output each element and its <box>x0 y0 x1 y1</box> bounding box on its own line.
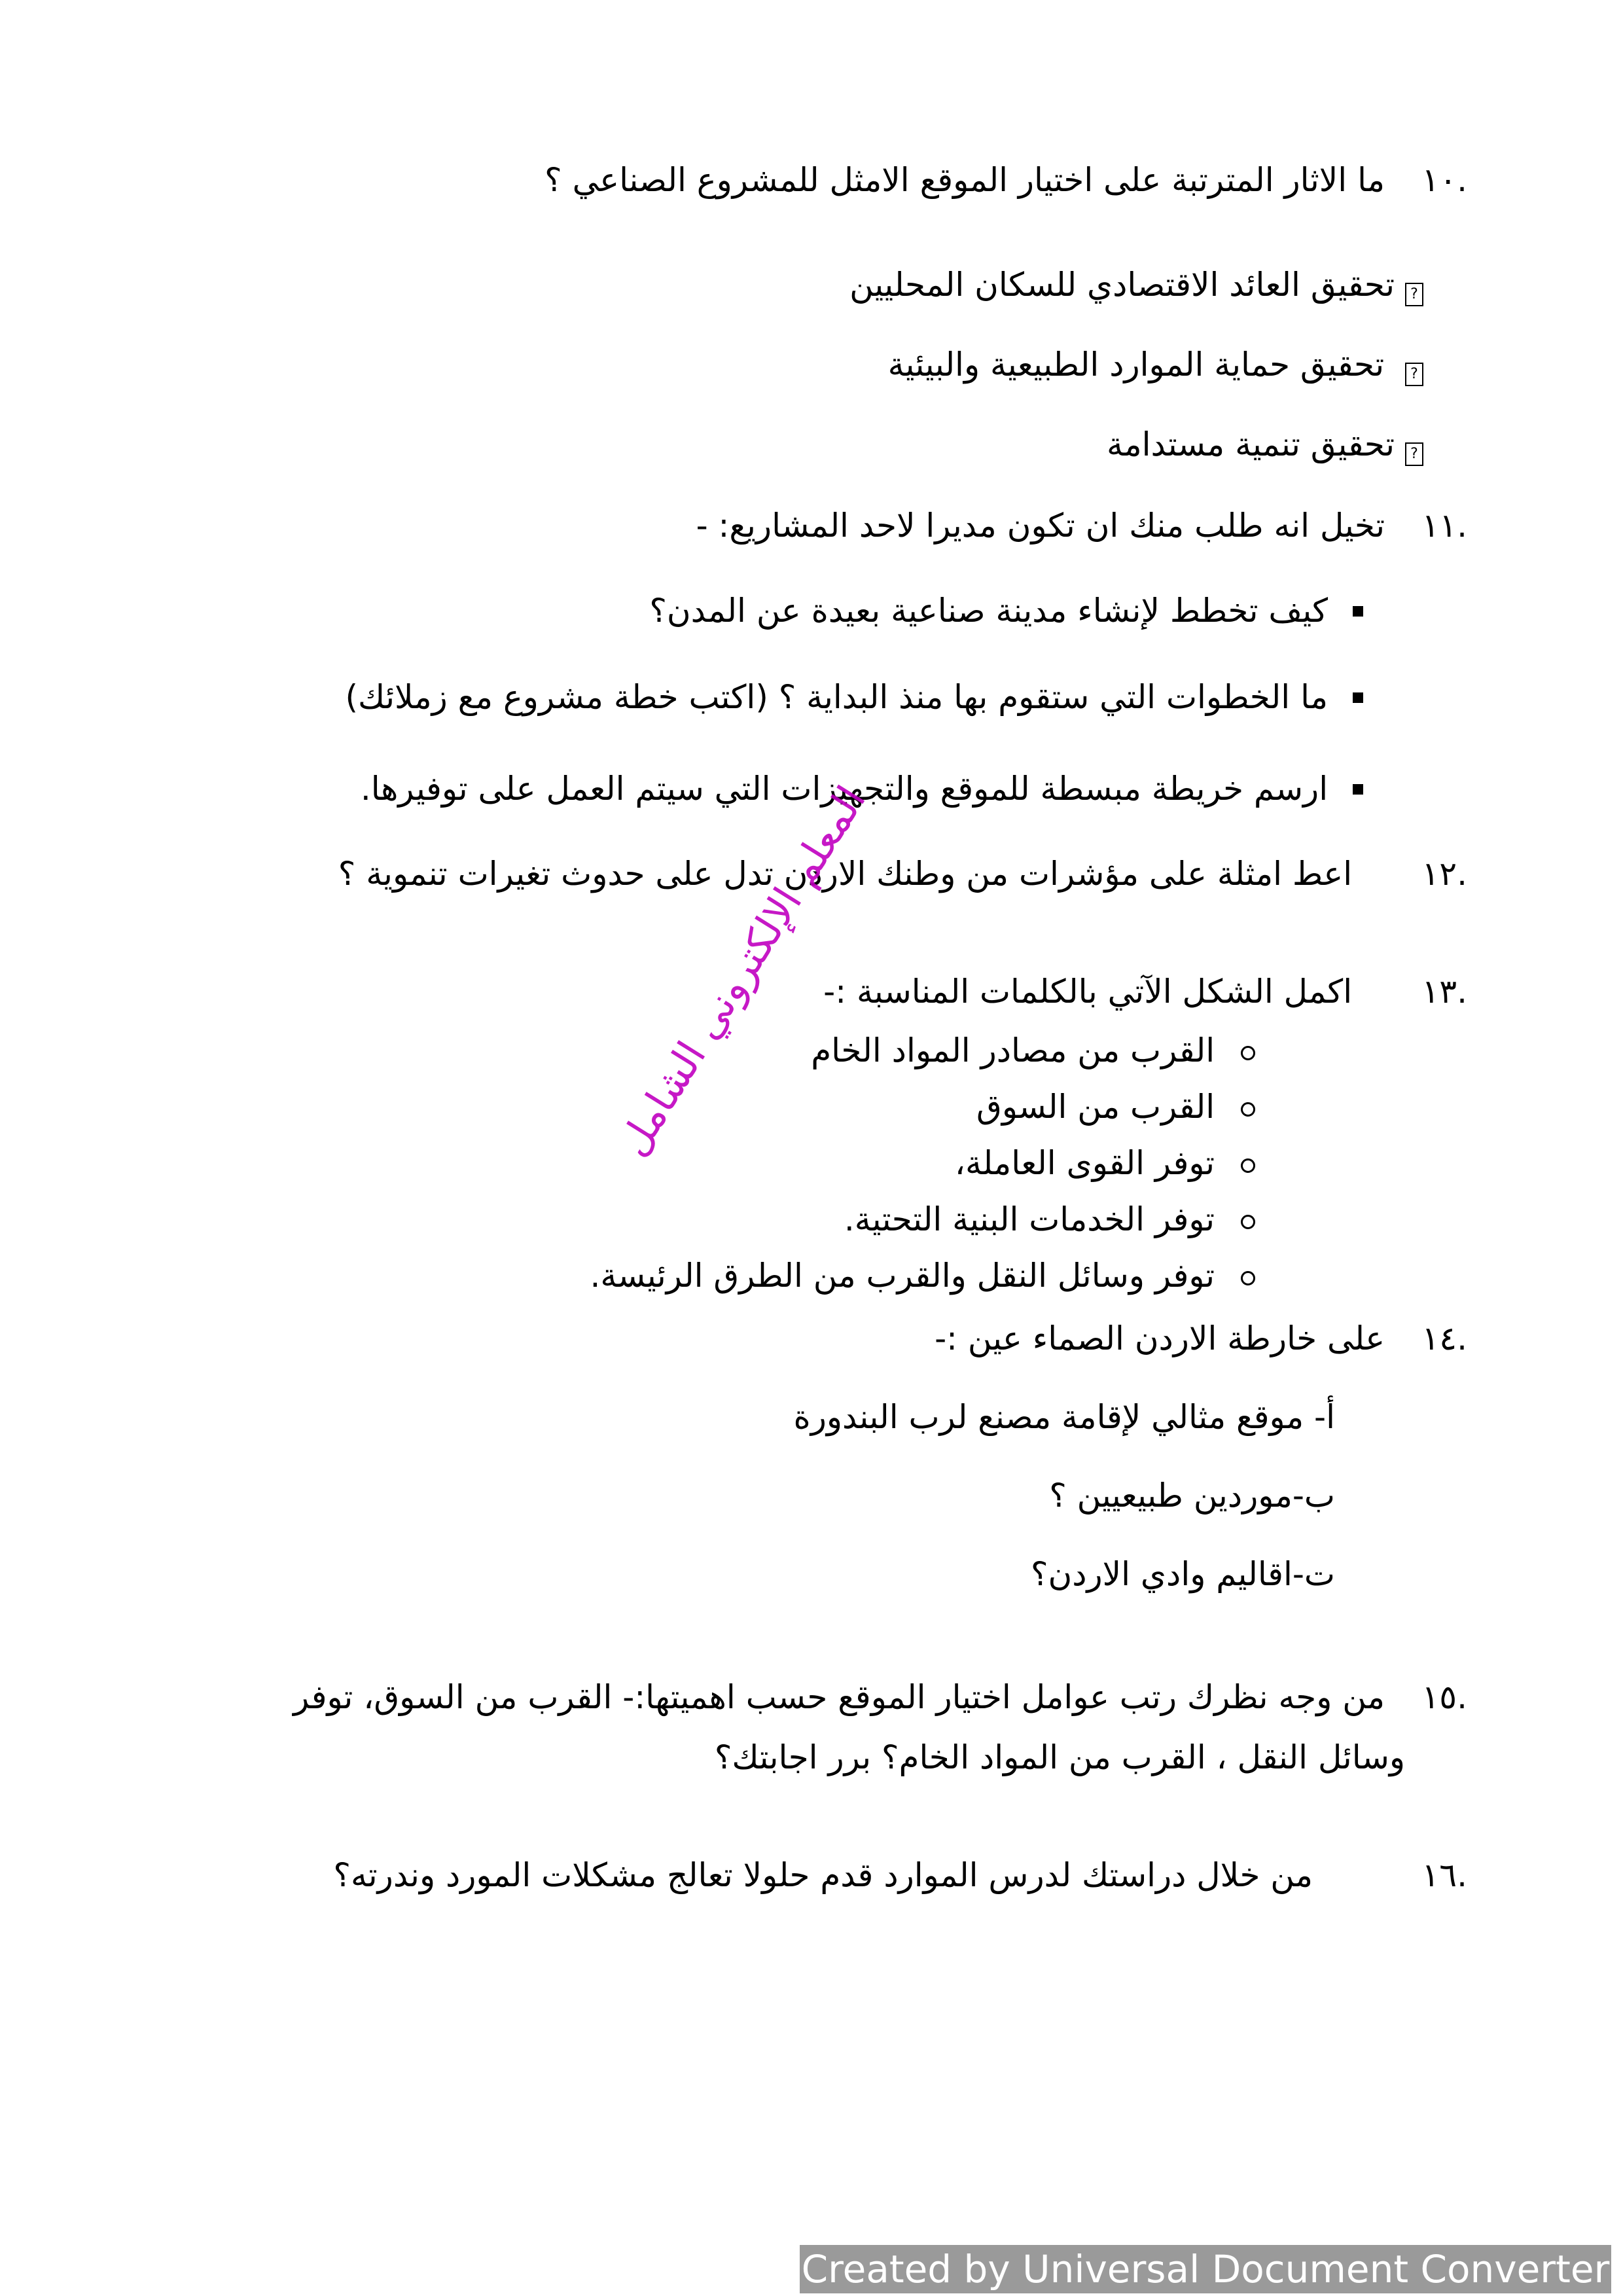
question-text: من وجه نظرك رتب عوامل اختيار الموقع حسب اهميتها:- القرب من السوق، توفر <box>293 1678 1385 1716</box>
list-item <box>1107 425 1423 466</box>
question-number: .١٢ <box>1421 855 1467 893</box>
circle-bullet-icon <box>1241 1046 1255 1060</box>
list-item <box>649 592 1378 630</box>
watermark: المعلم الإلكتروني الشامل <box>609 777 875 1164</box>
question-text: اعط امثلة على مؤشرات من وطنك الاردن تدل على حدوث تغيرات تنموية ؟ <box>338 855 1353 893</box>
circle-bullet-icon <box>1241 1102 1255 1117</box>
question-number: .١٤ <box>1421 1319 1467 1357</box>
list-item <box>1049 1477 1335 1515</box>
question-15 <box>293 1678 1467 1716</box>
list-item <box>590 1257 1271 1295</box>
bullet-icon <box>1353 784 1363 795</box>
list-item <box>844 1200 1271 1238</box>
checkbox-icon: ? <box>1405 442 1423 466</box>
item-text: توفر وسائل النقل والقرب من الطرق الرئيسة. <box>590 1257 1215 1295</box>
list-item <box>811 1031 1271 1069</box>
item-text: ارسم خريطة مبسطة للموقع والتجهيزات التي سيتم العمل على توفيرها. <box>360 770 1329 808</box>
question-text: وسائل النقل ، القرب من المواد الخام؟ برر اجابتك؟ <box>714 1738 1405 1776</box>
question-text: من خلال دراستك لدرس الموارد قدم حلولا تعالج مشكلات المورد وندرته؟ <box>333 1856 1313 1894</box>
option-text: تحقيق تنمية مستدامة <box>1107 425 1395 463</box>
item-text: ما الخطوات التي ستقوم بها منذ البداية ؟ (اكتب خطة مشروع مع زملائك) <box>345 678 1329 716</box>
question-16 <box>333 1856 1467 1894</box>
question-15-continuation <box>714 1738 1405 1776</box>
list-item <box>849 268 1423 306</box>
question-text: اكمل الشكل الآتي بالكلمات المناسبة :- <box>823 973 1353 1011</box>
item-text: توفر الخدمات البنية التحتية. <box>844 1200 1215 1238</box>
option-text: تحقيق حماية الموارد الطبيعية والبيئية <box>887 346 1385 384</box>
question-text: تخيل انه طلب منك ان تكون مديرا لاحد المشاريع: - <box>696 507 1385 545</box>
bullet-icon <box>1353 692 1363 703</box>
checkbox-icon: ? <box>1405 283 1423 306</box>
circle-bullet-icon <box>1241 1158 1255 1173</box>
list-item <box>793 1398 1335 1436</box>
question-number: .١٦ <box>1421 1856 1467 1894</box>
circle-bullet-icon <box>1241 1215 1255 1229</box>
item-text: القرب من مصادر المواد الخام <box>811 1031 1215 1069</box>
item-text: توفر القوى العاملة، <box>954 1144 1215 1182</box>
list-item <box>1030 1555 1335 1593</box>
question-13 <box>823 973 1467 1011</box>
question-14 <box>935 1319 1467 1357</box>
question-text: على خارطة الاردن الصماء عين :- <box>935 1319 1385 1357</box>
question-number: .١٠ <box>1421 161 1467 199</box>
question-12 <box>338 855 1467 893</box>
list-item <box>954 1144 1271 1182</box>
item-text: القرب من السوق <box>976 1088 1215 1126</box>
checkbox-icon: ? <box>1405 363 1423 386</box>
item-text: أ- موقع مثالي لإقامة مصنع لرب البندورة <box>793 1398 1335 1436</box>
question-10 <box>544 161 1467 199</box>
circle-bullet-icon <box>1241 1271 1255 1285</box>
item-text: ت-اقاليم وادي الاردن؟ <box>1030 1555 1335 1593</box>
list-item <box>345 678 1378 716</box>
question-number: .١٣ <box>1421 973 1467 1011</box>
question-number: .١٥ <box>1421 1678 1467 1716</box>
list-item <box>888 348 1423 386</box>
question-11 <box>696 507 1467 545</box>
item-text: كيف تخطط لإنشاء مدينة صناعية بعيدة عن المدن؟ <box>649 592 1329 630</box>
option-text: تحقيق العائد الاقتصادي للسكان المحليين <box>849 266 1395 304</box>
question-number: .١١ <box>1421 507 1467 545</box>
item-text: ب-موردين طبيعيين ؟ <box>1049 1477 1335 1515</box>
question-text: ما الاثار المترتبة على اختيار الموقع الامثل للمشروع الصناعي ؟ <box>544 161 1385 199</box>
bullet-icon <box>1353 606 1363 617</box>
list-item <box>976 1088 1271 1126</box>
footer-stamp: Created by Universal Document Converter <box>800 2245 1611 2293</box>
